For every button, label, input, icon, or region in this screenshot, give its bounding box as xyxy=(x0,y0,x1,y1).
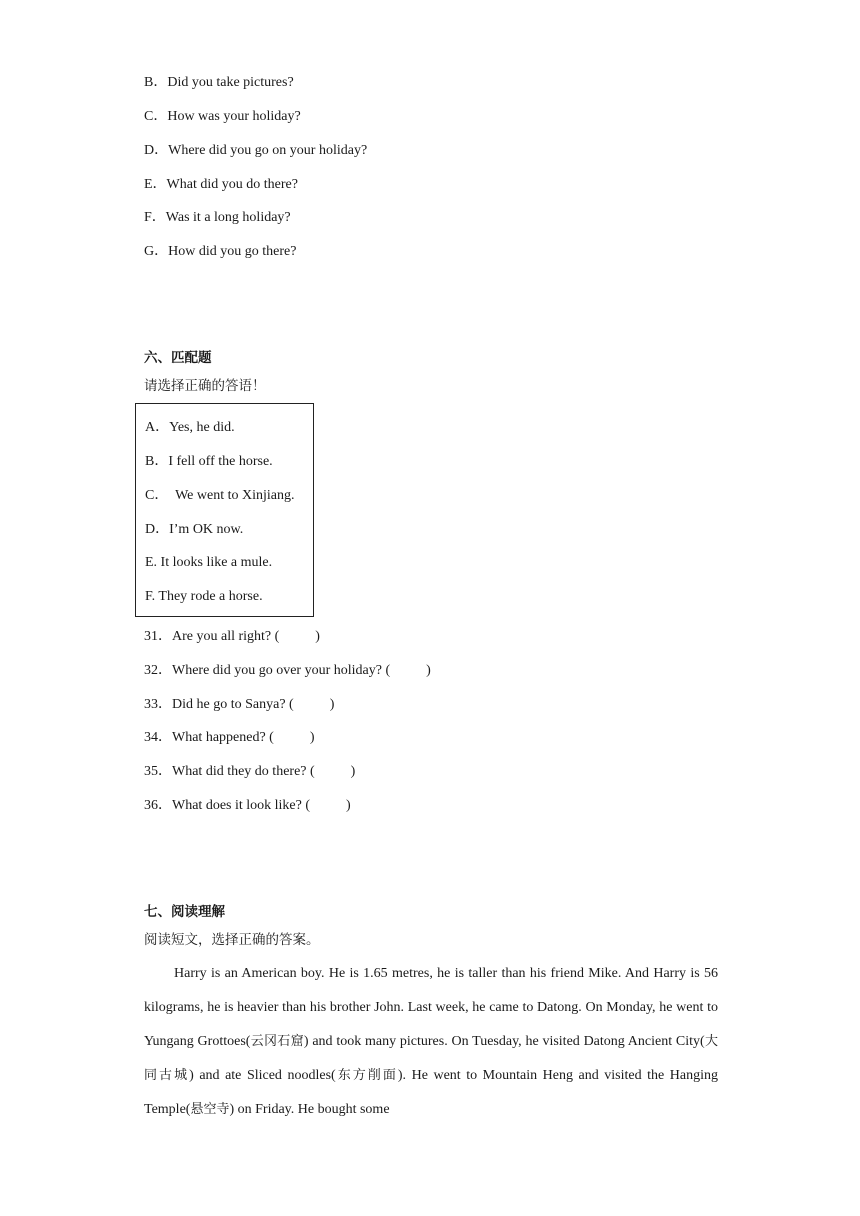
question-number: 32． xyxy=(144,663,172,678)
option-c: C．How was your holiday? xyxy=(144,109,301,124)
question-31 xyxy=(144,628,320,646)
answer-option-a: A．Yes, he did. xyxy=(145,420,235,435)
answer-option-d: D．I’m OK now. xyxy=(145,522,244,537)
close-paren: ) xyxy=(346,798,351,813)
close-paren: ) xyxy=(329,697,335,712)
question-number: 34． xyxy=(144,730,172,745)
option-d: D．Where did you go on your holiday? xyxy=(144,143,368,158)
section-7-heading: 七、阅读理解 xyxy=(144,904,225,920)
close-paren: ) xyxy=(309,730,315,745)
question-32 xyxy=(144,662,431,680)
question-number: 36． xyxy=(144,798,172,813)
question-text: Are you all right? ( xyxy=(172,629,280,644)
option-e: E．What did you do there? xyxy=(144,177,298,192)
question-text: What does it look like? ( xyxy=(172,798,311,813)
answer-option-e: E. It looks like a mule. xyxy=(145,555,273,570)
question-35 xyxy=(144,763,355,781)
close-paren: ) xyxy=(350,764,356,779)
section-6-instruction: 请选择正确的答语！ xyxy=(144,378,266,394)
answer-option-c: C． We went to Xinjiang. xyxy=(145,488,295,503)
question-number: 31． xyxy=(144,629,172,644)
close-paren: ) xyxy=(315,629,320,644)
answer-option-f: F. They rode a horse. xyxy=(145,589,263,604)
question-34 xyxy=(144,729,315,747)
close-paren: ) xyxy=(426,663,431,678)
question-text: Where did you go over your holiday? ( xyxy=(172,663,391,678)
section-7-instruction: 阅读短文，选择正确的答案。 xyxy=(144,932,320,948)
option-g: G．How did you go there? xyxy=(144,244,297,259)
option-b: B．Did you take pictures? xyxy=(144,75,294,90)
question-text: Did he go to Sanya? ( xyxy=(172,697,294,712)
question-text: What happened? ( xyxy=(172,730,274,745)
question-text: What did they do there? ( xyxy=(172,764,315,779)
option-f: F．Was it a long holiday? xyxy=(144,210,291,225)
question-36 xyxy=(144,797,351,815)
answer-option-b: B．I fell off the horse. xyxy=(145,454,273,469)
question-33 xyxy=(144,696,334,714)
question-number: 33． xyxy=(144,697,172,712)
question-number: 35． xyxy=(144,764,172,779)
reading-passage: Harry is an American boy. He is 1.65 metres, he is taller than his friend Mike. And Harry is 56 kilograms, he is heavier than his brother John. Last week, he came to Datong. On Monday, he went to Yungang Grottoes(云冈石窟) and took many pictures. On Tuesday, he visited Datong Ancient City(大同古城) and ate Sliced noodles(东方削面). He went to Mountain Heng and visited the Hanging Temple(悬空寺) on Friday. He bought some xyxy=(144,966,718,1117)
answer-options-box xyxy=(135,403,314,617)
section-6-heading: 六、匹配题 xyxy=(144,350,212,366)
